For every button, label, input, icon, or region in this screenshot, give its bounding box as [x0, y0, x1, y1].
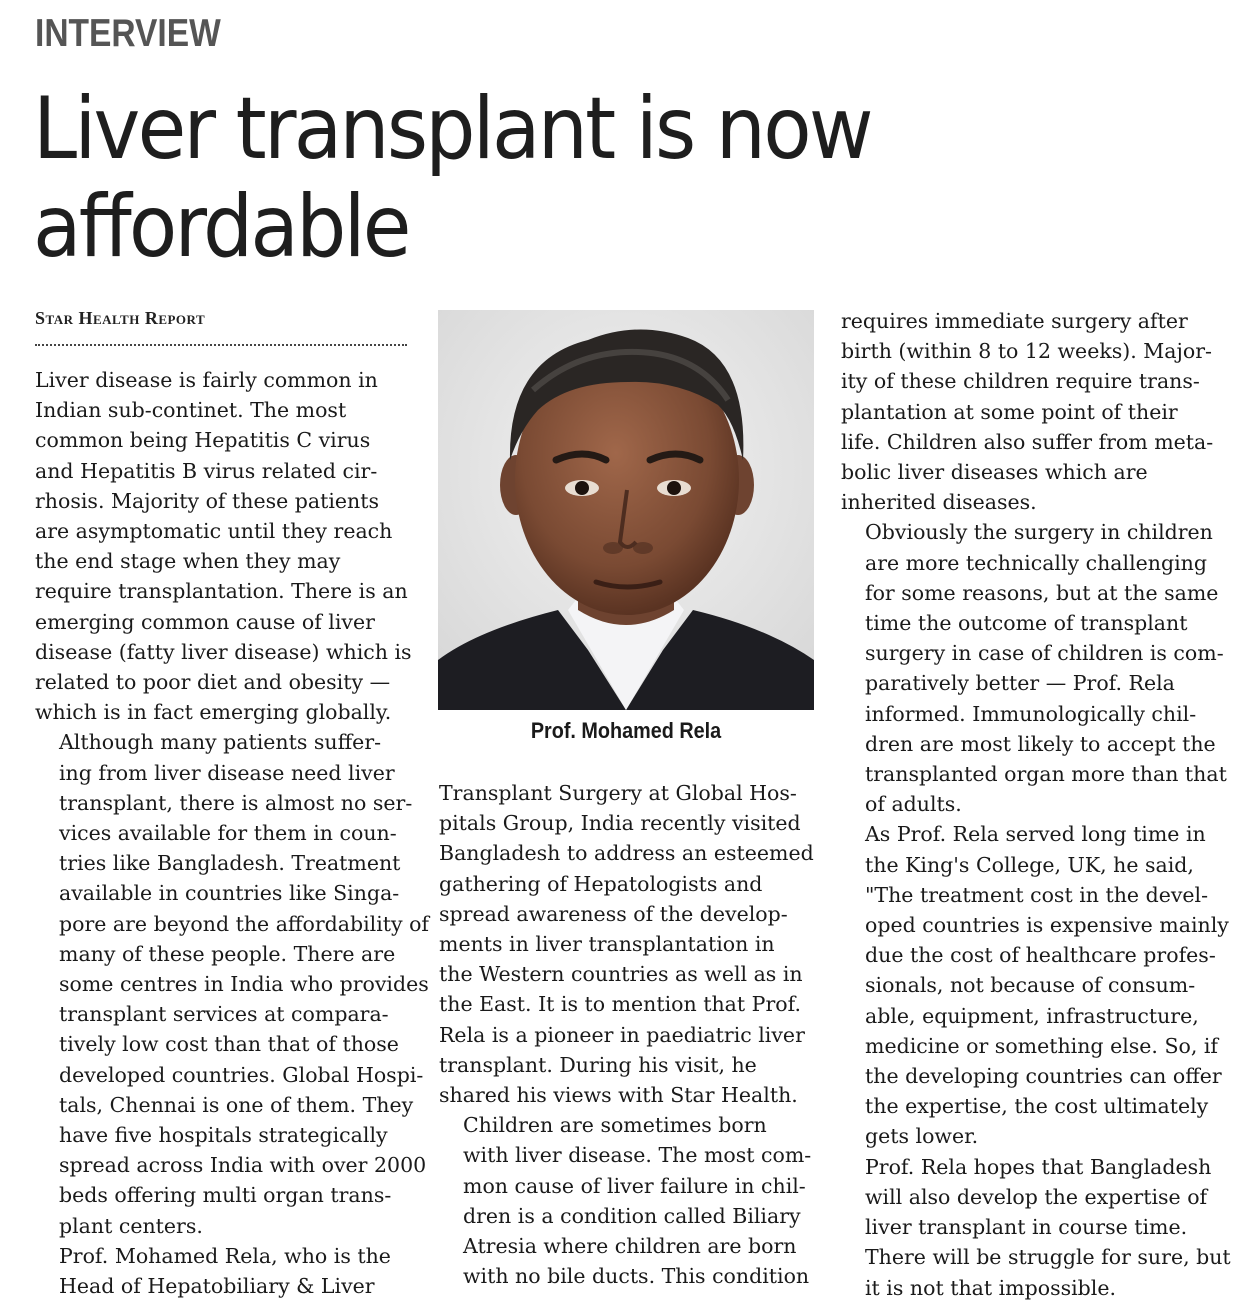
text-line: Indian sub-continet. The most	[35, 398, 347, 423]
text-line: gathering of Hepatologists and	[439, 871, 763, 896]
text-line: Although many patients suffer-	[59, 730, 382, 755]
text-line: tals, Chennai is one of them. They	[59, 1092, 414, 1117]
text-line: pore are beyond the affordability of	[59, 911, 430, 936]
text-line: transplanted organ more than that	[865, 762, 1227, 787]
text-line: gets lower.	[865, 1124, 979, 1149]
text-line: able, equipment, infrastructure,	[865, 1003, 1199, 1028]
text-line: requires immediate surgery after	[841, 309, 1188, 333]
text-line: have five hospitals strategically	[59, 1123, 388, 1148]
text-line: some centres in India who provides	[59, 972, 429, 997]
article-column-1	[35, 365, 430, 1301]
text-line: time the outcome of transplant	[865, 611, 1188, 636]
text-line: ments in liver transplantation in	[439, 932, 775, 957]
text-line: the expertise, the cost ultimately	[865, 1094, 1209, 1119]
paragraph	[35, 365, 420, 727]
text-line: Bangladesh to address an esteemed	[439, 841, 814, 866]
article-column-2	[439, 778, 824, 1291]
portrait-illustration	[438, 310, 814, 710]
text-line: Head of Hepatobiliary & Liver	[59, 1274, 375, 1299]
text-line: bolic liver diseases which are	[841, 460, 1148, 485]
text-line: common being Hepatitis C virus	[35, 428, 371, 453]
text-line: surgery in case of children is com-	[865, 641, 1224, 666]
text-line: emerging common cause of liver	[35, 609, 375, 634]
text-line: ing from liver disease need liver	[59, 760, 395, 785]
text-line: vices available for them in coun-	[59, 821, 397, 846]
text-line: Atresia where children are born	[463, 1234, 797, 1259]
text-line: disease (fatty liver disease) which is	[35, 639, 412, 664]
text-line: with liver disease. The most com-	[463, 1143, 812, 1168]
text-line: of adults.	[865, 792, 962, 817]
text-line: tively low cost than that of those	[59, 1032, 399, 1057]
text-line: As Prof. Rela served long time in	[865, 822, 1206, 847]
text-line: spread awareness of the develop-	[439, 901, 788, 926]
text-line: dren is a condition called Biliary	[463, 1203, 801, 1228]
text-line: are asymptomatic until they reach	[35, 519, 393, 544]
text-line: plantation at some point of their	[841, 399, 1178, 424]
text-line: Prof. Rela hopes that Bangladesh	[865, 1154, 1212, 1179]
paragraph	[35, 1241, 420, 1301]
text-line: will also develop the expertise of	[865, 1184, 1208, 1209]
text-line: dren are most likely to accept the	[865, 731, 1216, 756]
text-line: shared his views with Star Health.	[439, 1083, 798, 1108]
text-line: transplant. During his visit, he	[439, 1052, 757, 1077]
text-line: There will be struggle for sure, but	[865, 1245, 1231, 1270]
text-line: birth (within 8 to 12 weeks). Major-	[841, 339, 1212, 364]
text-line: liver transplant in course time.	[865, 1215, 1188, 1240]
text-line: informed. Immunologically chil-	[865, 701, 1197, 726]
portrait-photo	[438, 310, 814, 710]
text-line: due the cost of healthcare profes-	[865, 943, 1216, 968]
paragraph	[841, 819, 1229, 1151]
text-line: related to poor diet and obesity —	[35, 670, 391, 695]
article-headline	[33, 80, 1119, 276]
text-line: mon cause of liver failure in chil-	[463, 1173, 806, 1198]
text-line: "The treatment cost in the devel-	[865, 882, 1209, 907]
text-line: the end stage when they may	[35, 549, 341, 574]
text-line: Prof. Mohamed Rela, who is the	[59, 1243, 391, 1268]
byline: Star Health Report	[35, 308, 206, 328]
text-line: the East. It is to mention that Prof.	[439, 992, 801, 1017]
section-kicker: INTERVIEW	[35, 12, 221, 55]
text-line: require transplantation. There is an	[35, 579, 408, 604]
text-line: it is not that impossible.	[865, 1275, 1117, 1300]
text-line: transplant, there is almost no ser-	[59, 790, 413, 815]
article-column-3	[841, 306, 1231, 1303]
byline-divider	[35, 344, 407, 346]
text-line: ity of these children require trans-	[841, 369, 1200, 394]
text-line: medicine or something else. So, if	[865, 1033, 1219, 1058]
text-line: transplant services at compara-	[59, 1002, 389, 1027]
text-line: Obviously the surgery in children	[865, 520, 1213, 545]
text-line: are more technically challenging	[865, 550, 1207, 575]
headline-line: Liver transplant is now	[33, 79, 871, 179]
text-line: paratively better — Prof. Rela	[865, 671, 1175, 696]
text-line: available in countries like Singa-	[59, 881, 400, 906]
text-line: which is in fact emerging globally.	[35, 700, 392, 725]
text-line: pitals Group, India recently visited	[439, 811, 801, 836]
text-line: Transplant Surgery at Global Hos-	[439, 781, 797, 805]
paragraph	[841, 1152, 1231, 1303]
text-line: developed countries. Global Hospi-	[59, 1062, 424, 1087]
text-line: the developing countries can offer	[865, 1064, 1222, 1089]
text-line: for some reasons, but at the same	[865, 580, 1219, 605]
text-line: beds offering multi organ trans-	[59, 1183, 392, 1208]
photo-caption: Prof. Mohamed Rela	[530, 718, 722, 743]
paragraph	[439, 1110, 824, 1291]
text-line: and Hepatitis B virus related cir-	[35, 458, 378, 483]
paragraph	[35, 727, 430, 1240]
text-line: many of these people. There are	[59, 941, 396, 966]
text-line: life. Children also suffer from meta-	[841, 429, 1214, 454]
headline-line: affordable	[33, 177, 409, 277]
text-line: Rela is a pioneer in paediatric liver	[439, 1022, 805, 1047]
paragraph	[841, 517, 1226, 819]
text-line: oped countries is expensive mainly	[865, 913, 1229, 938]
text-line: tries like Bangladesh. Treatment	[59, 851, 401, 876]
text-line: sionals, not because of consum-	[865, 973, 1196, 998]
text-line: spread across India with over 2000	[59, 1153, 427, 1178]
paragraph	[439, 778, 824, 1110]
text-line: Children are sometimes born	[463, 1113, 767, 1138]
text-line: plant centers.	[59, 1213, 203, 1238]
text-line: with no bile ducts. This condition	[463, 1264, 810, 1289]
text-line: the King's College, UK, he said,	[865, 852, 1194, 877]
text-line: the Western countries as well as in	[439, 962, 803, 987]
text-line: rhosis. Majority of these patients	[35, 488, 379, 513]
text-line: inherited diseases.	[841, 490, 1037, 515]
paragraph	[841, 306, 1226, 517]
text-line: Liver disease is fairly common in	[35, 368, 378, 392]
